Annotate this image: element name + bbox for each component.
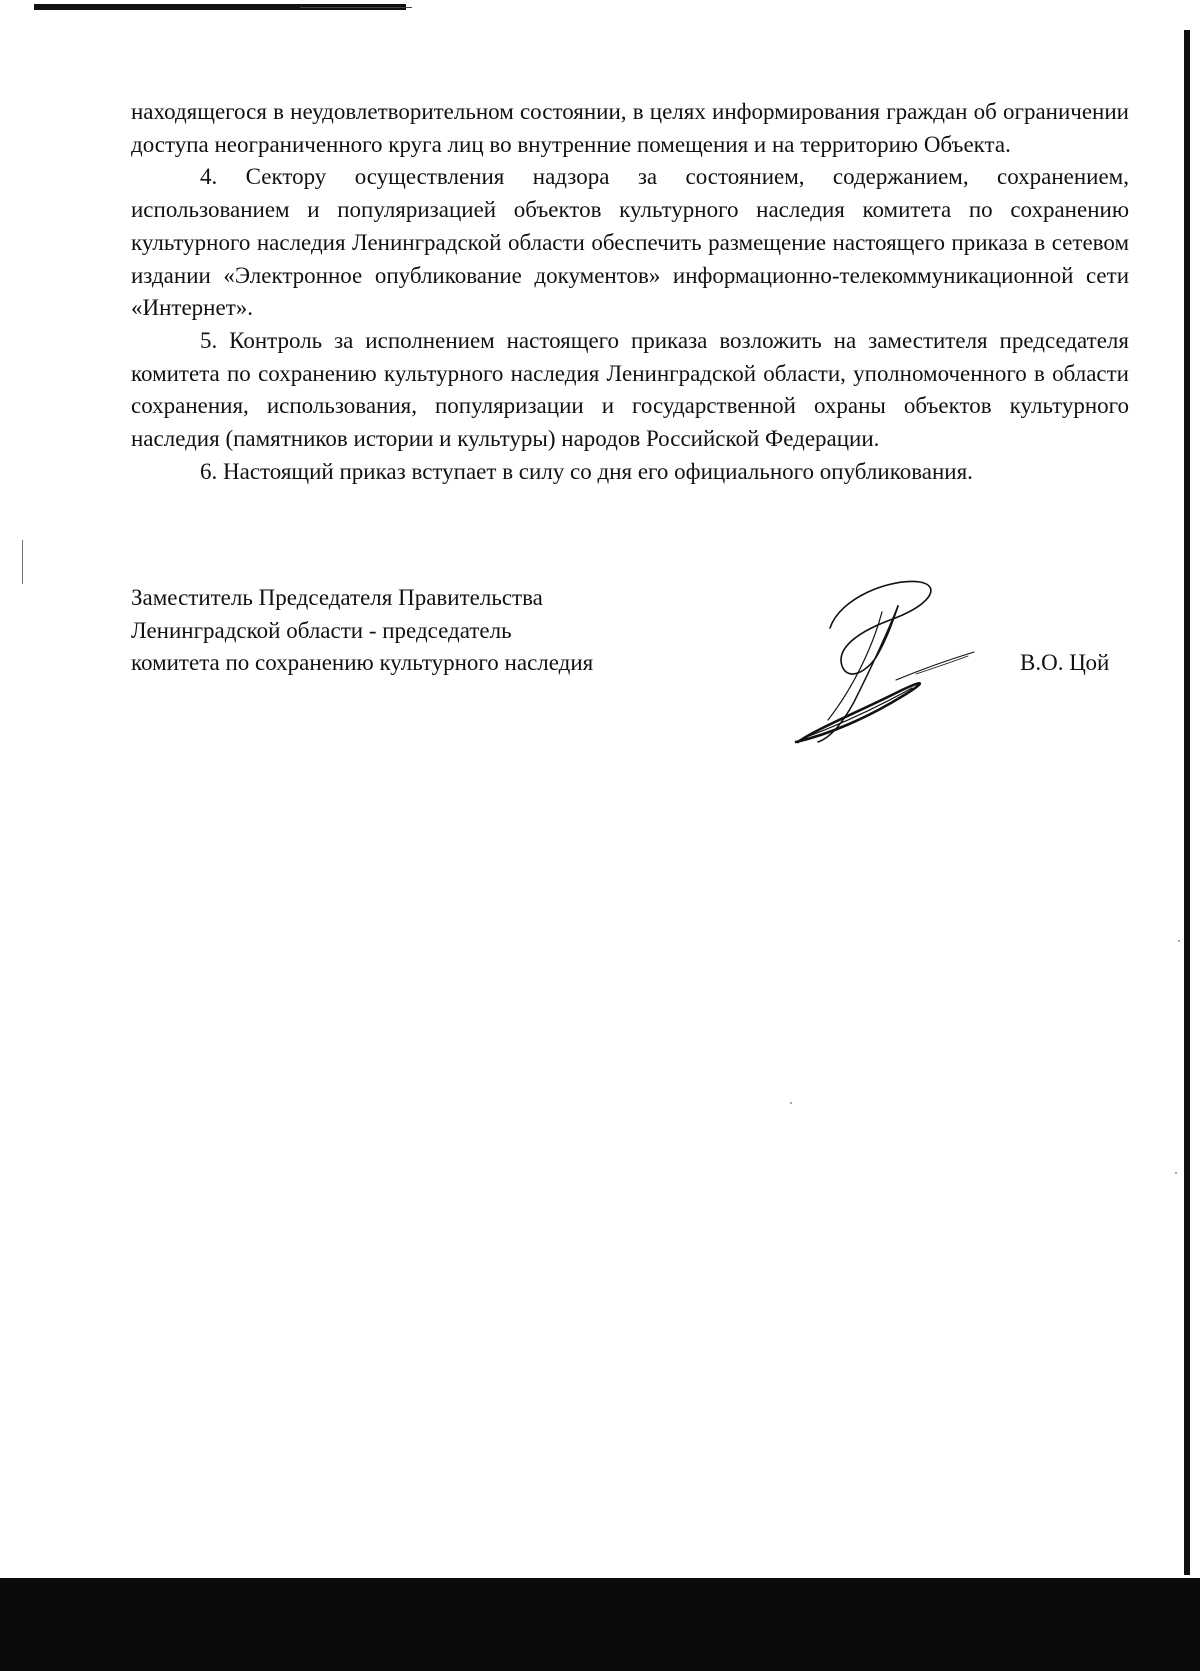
document-body bbox=[131, 96, 1129, 488]
signer-position-line: Ленинградской области - председатель bbox=[131, 617, 512, 643]
paragraph-item-4: 4. Сектору осуществления надзора за состоянием, содержанием, сохранением, использованием и популяризацией объектов культурного наследия комитета по сохранению культурного наследия Ленинградской области обеспечить размещение настоящего приказа в сетевом издании «Электронное опубликование документов» информационно-телекоммуникационной сети «Интернет». bbox=[131, 164, 1129, 321]
scan-speck bbox=[1175, 1172, 1177, 1174]
signer-name: В.О. Цой bbox=[1020, 650, 1110, 675]
handwritten-signature bbox=[770, 570, 1000, 750]
scan-left-mark bbox=[22, 540, 23, 584]
signer-position-line: Заместитель Председателя Правительства bbox=[131, 585, 543, 610]
scan-right-edge bbox=[1184, 30, 1190, 1575]
scan-bottom-band bbox=[0, 1578, 1200, 1671]
scan-speck bbox=[790, 1102, 792, 1104]
signer-position-line: комитета по сохранению культурного наследия bbox=[131, 650, 594, 675]
signer-position bbox=[131, 582, 771, 680]
paragraph-item-6: 6. Настоящий приказ вступает в силу со дня его официального опубликования. bbox=[200, 458, 973, 484]
scan-speck bbox=[1178, 940, 1180, 942]
paragraph-continuation: находящегося в неудовлетворительном состоянии, в целях информирования граждан об ограничении доступа неограниченного круга лиц во внутренние помещения и на территорию Объекта. bbox=[131, 99, 1129, 157]
scan-edge-line-thin bbox=[300, 7, 412, 8]
paragraph-item-5: 5. Контроль за исполнением настоящего приказа возложить на заместителя председателя комитета по сохранению культурного наследия Ленинградской области, уполномоченного в области сохранения, использования, популяризации и государственной охраны объектов культурного наследия (памятников истории и культуры) народов Российской Федерации. bbox=[131, 327, 1129, 452]
